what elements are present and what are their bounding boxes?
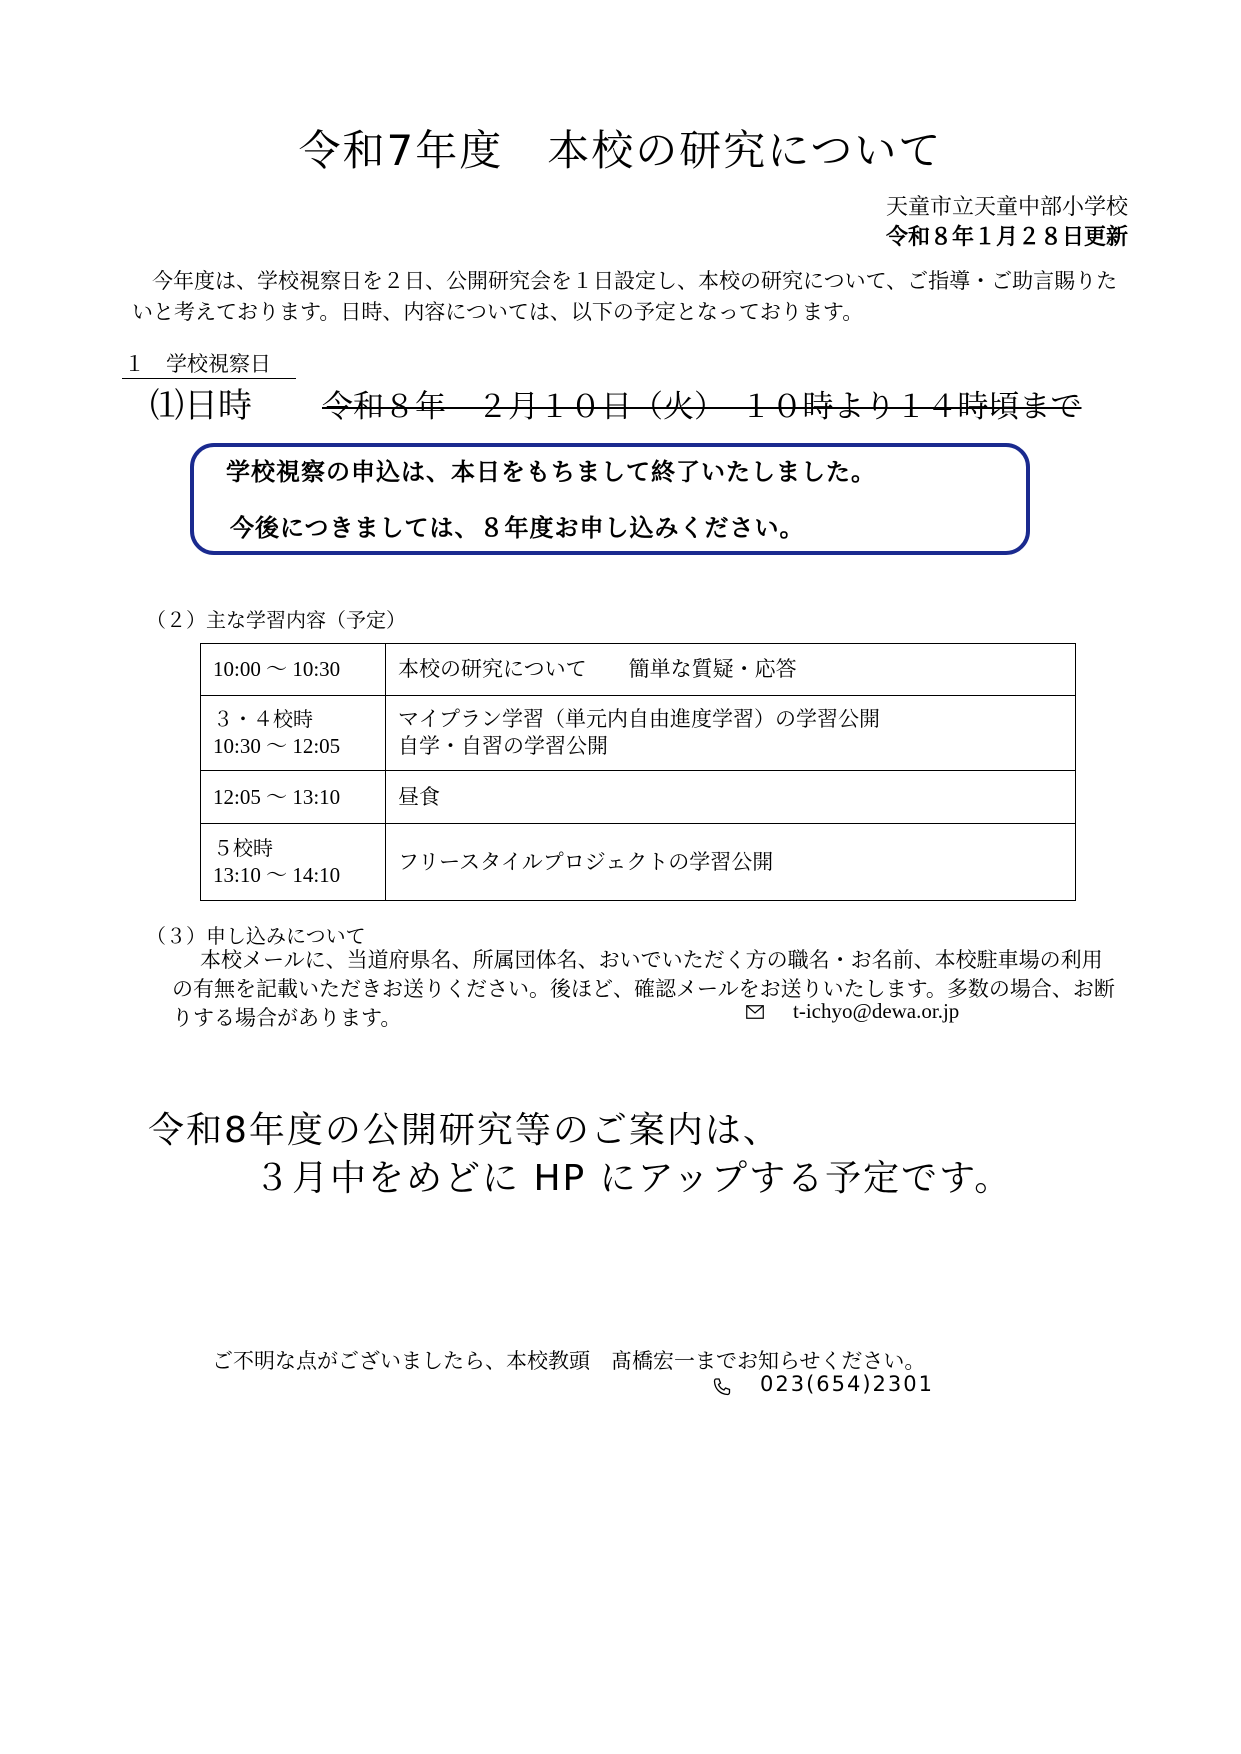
content-cell [386, 696, 1076, 771]
time-range: 12:05 〜 13:10 [213, 784, 341, 809]
time-range: 13:10 〜 14:10 [213, 863, 341, 887]
table-row [201, 696, 1076, 771]
table-row [201, 824, 1076, 901]
content-cell [386, 771, 1076, 824]
content-line: マイプラン学習（単元内自由進度学習）の学習公開 [398, 707, 880, 731]
table-row [201, 771, 1076, 824]
time-cell [201, 824, 386, 901]
announcement-line1: 令和8年度の公開研究等のご案内は、 [148, 1110, 781, 1151]
envelope-icon [746, 1004, 764, 1018]
application-text: 本校メールに、当道府県名、所属団体名、おいでいただく方の職名・お名前、本校駐車場の利用の有無を記載いただきお送りください。後ほど、確認メールをお送りいたします。多数の場合、お断りする場合があります。 [172, 948, 1115, 1030]
application-heading: （３）申し込みについて [146, 924, 366, 948]
email-link[interactable]: t-ichyo@dewa.or.jp [793, 999, 960, 1023]
page-title: 令和7年度 本校の研究について [298, 126, 943, 175]
school-name: 天童市立天童中部小学校 [885, 195, 1128, 220]
content-cell [386, 644, 1076, 696]
time-range: 10:30 〜 12:05 [213, 734, 341, 758]
phone-number[interactable]: 023(654)2301 [760, 1372, 934, 1396]
content-line: 昼食 [398, 784, 440, 809]
table-row [201, 644, 1076, 696]
announcement-line2: ３月中をめどに HP にアップする予定です。 [254, 1158, 1013, 1199]
period-label: ５校時 [213, 836, 273, 860]
datetime-value-struck: 令和８年 ２月１０日（火） １０時より１４時頃まで [322, 389, 1082, 425]
contact-text: ご不明な点がございましたら、本校教頭 髙橋宏一までお知らせください。 [212, 1349, 926, 1373]
period-label: ３・４校時 [213, 707, 313, 731]
content-cell [386, 824, 1076, 901]
updated-date: 令和８年１月２８日更新 [885, 225, 1128, 250]
content-line: 本校の研究について 簡単な質疑・応答 [398, 657, 797, 681]
notice-line2: 今後につきましては、８年度お申し込みください。 [230, 514, 805, 542]
contents-heading: （２）主な学習内容（予定） [146, 608, 406, 632]
datetime-label: ⑴日時 [150, 386, 252, 426]
time-cell [201, 696, 386, 771]
content-line: 自学・自習の学習公開 [398, 734, 608, 758]
section1-heading: １ 学校視察日 [122, 348, 296, 379]
phone-icon [712, 1377, 732, 1397]
time-range: 10:00 〜 10:30 [213, 657, 341, 681]
content-line: フリースタイルプロジェクトの学習公開 [398, 849, 774, 874]
notice-line1: 学校視察の申込は、本日をもちまして終了いたしました。 [226, 458, 876, 486]
intro-paragraph: 今年度は、学校視察日を２日、公開研究会を１日設定し、本校の研究について、ご指導・ご助言賜りたいと考えております。日時、内容については、以下の予定となっております。 [132, 269, 1118, 324]
time-cell [201, 771, 386, 824]
schedule-table [200, 643, 1076, 901]
time-cell [201, 644, 386, 696]
